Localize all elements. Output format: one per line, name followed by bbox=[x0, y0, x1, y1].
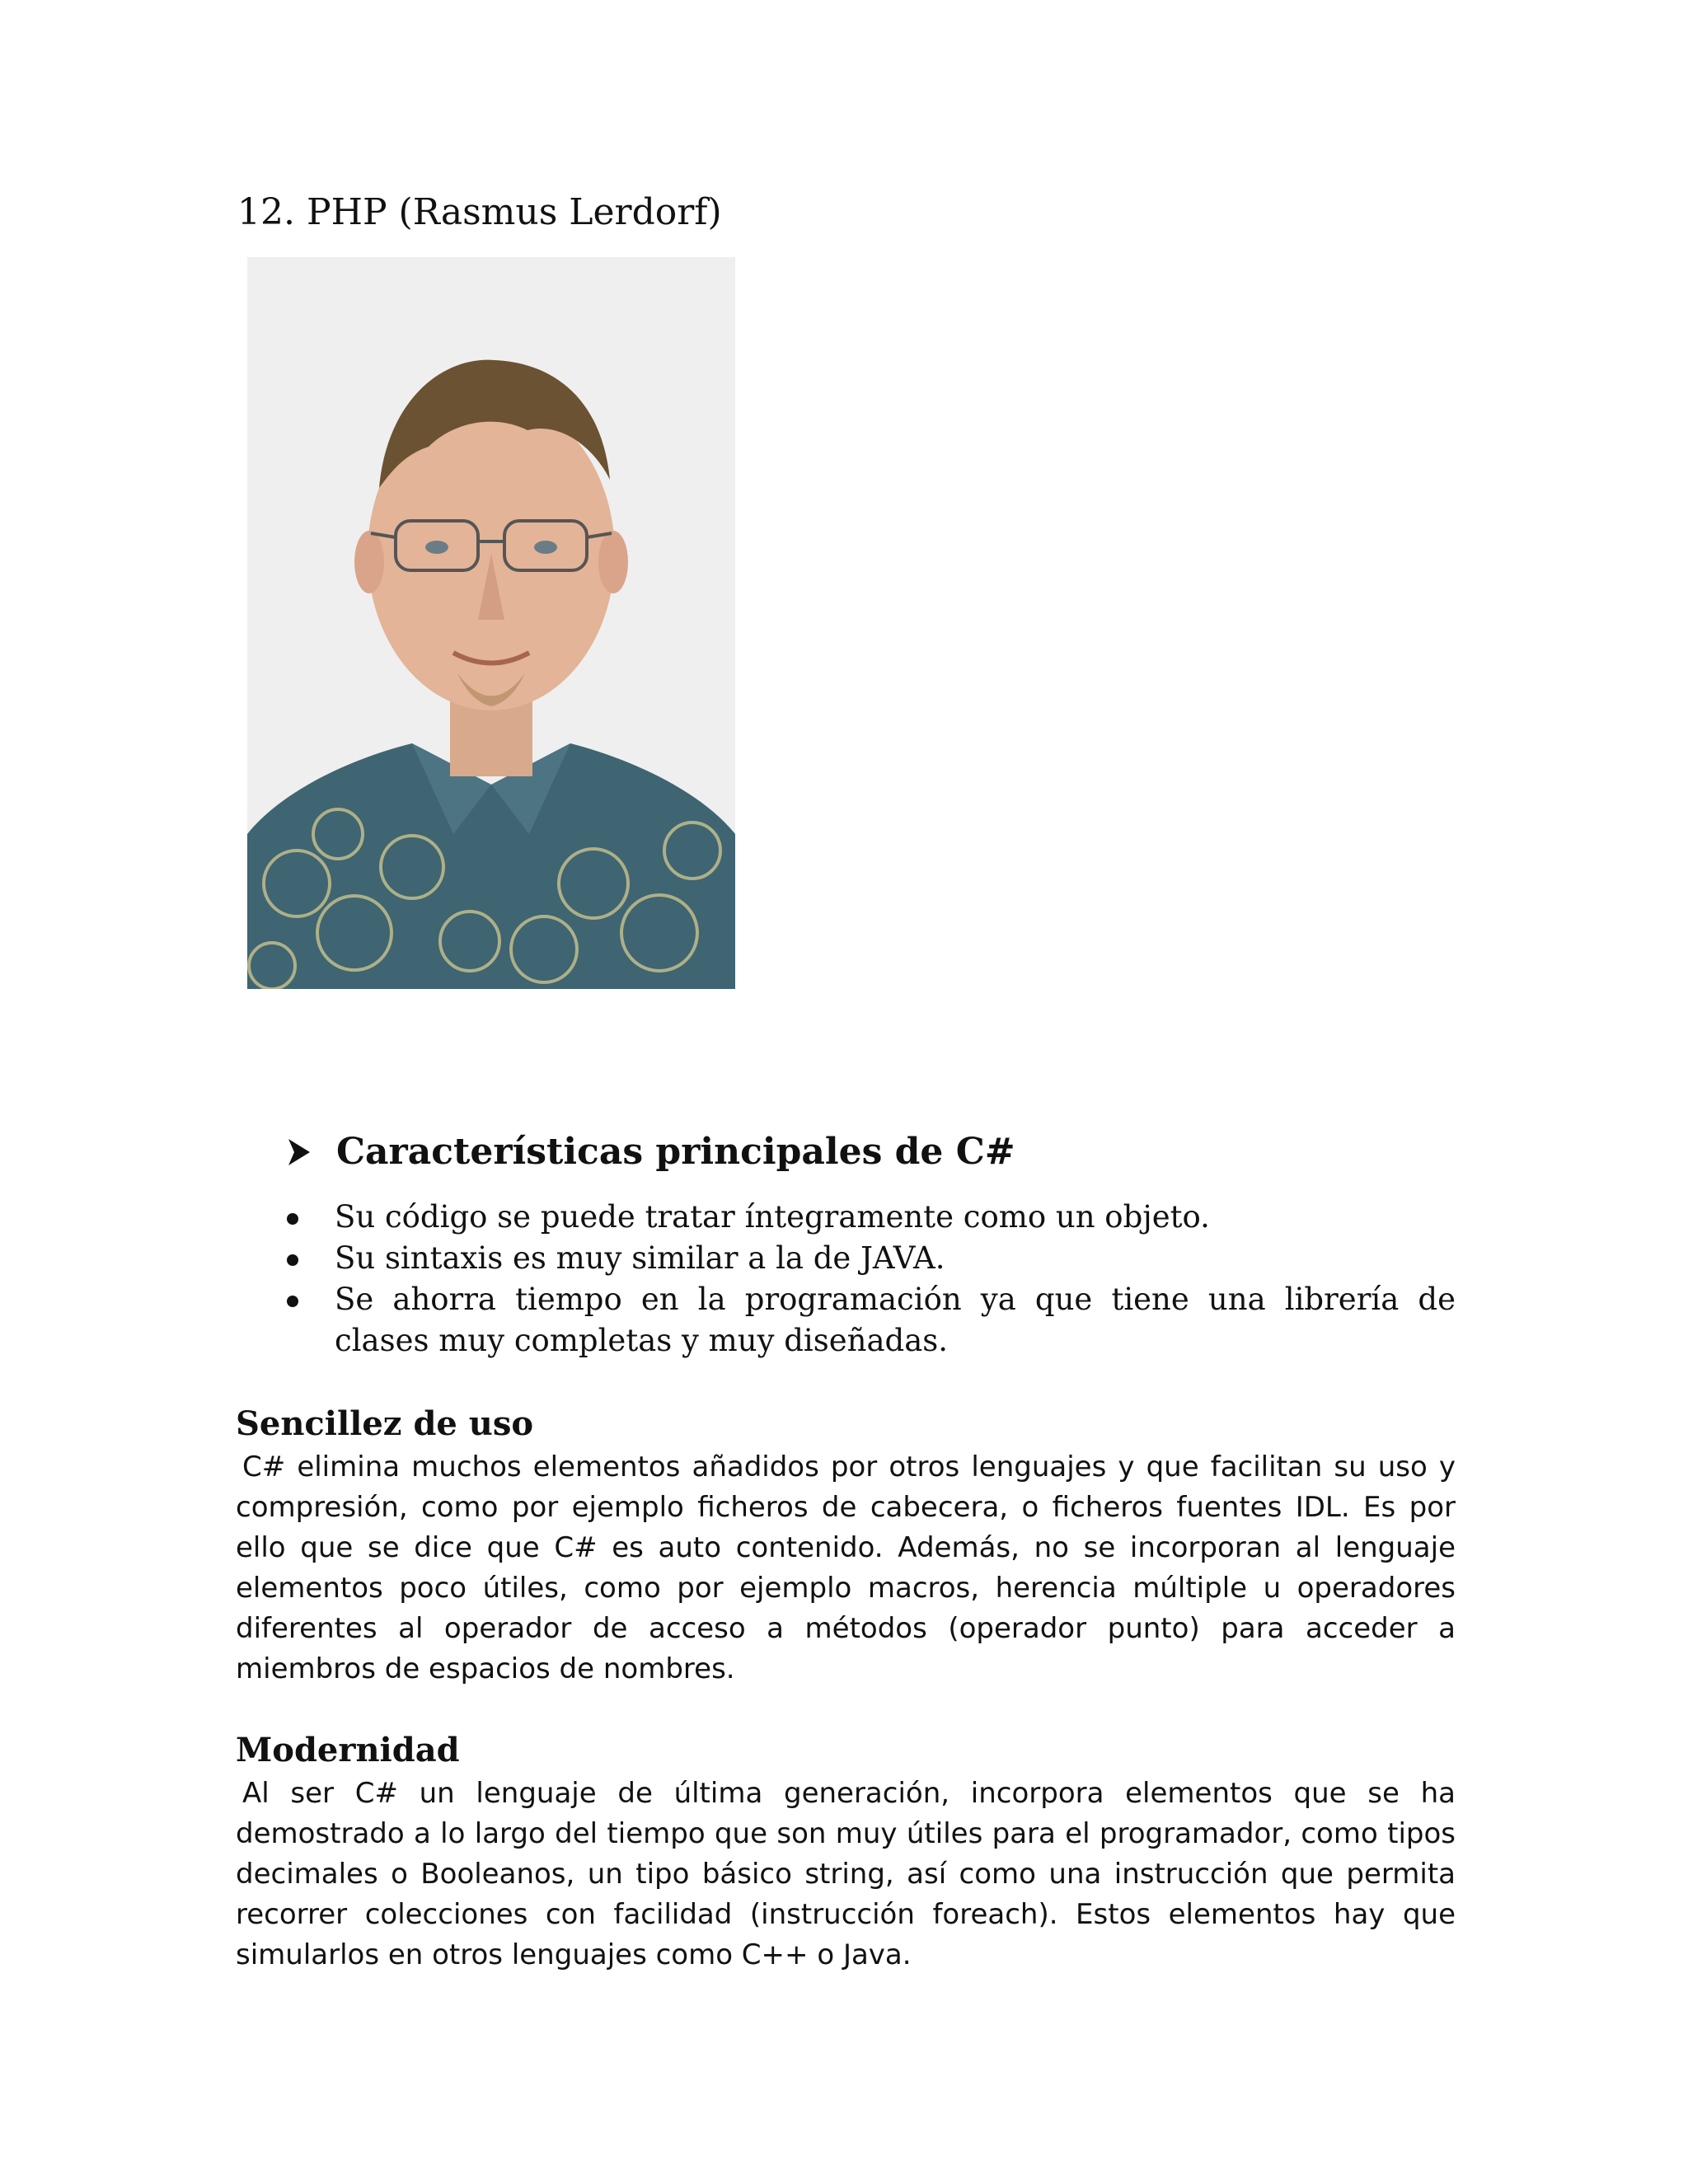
portrait-illustration bbox=[247, 257, 735, 989]
arrow-head-bullet-icon bbox=[287, 1137, 312, 1167]
filled-circle-bullet-icon bbox=[287, 1254, 298, 1266]
features-list bbox=[280, 1197, 1456, 1361]
filled-circle-bullet-icon bbox=[287, 1296, 298, 1307]
page-heading: 12. PHP (Rasmus Lerdorf) bbox=[237, 191, 722, 233]
list-item bbox=[280, 1197, 1456, 1238]
list-item-text: Se ahorra tiempo en la programación ya que tiene una librería de clases muy completas y muy diseñadas. bbox=[335, 1282, 1456, 1358]
section-title-row bbox=[287, 1131, 1015, 1173]
subheading-modernidad: Modernidad bbox=[236, 1731, 460, 1769]
section-title: Características principales de C# bbox=[336, 1131, 1015, 1173]
subheading-sencillez: Sencillez de uso bbox=[236, 1404, 534, 1443]
list-item-text: Su sintaxis es muy similar a la de JAVA. bbox=[335, 1240, 945, 1276]
list-item bbox=[280, 1238, 1456, 1279]
list-item-text: Su código se puede tratar íntegramente como un objeto. bbox=[335, 1199, 1210, 1235]
portrait-photo bbox=[247, 257, 735, 989]
list-item bbox=[280, 1279, 1456, 1361]
paragraph-modernidad: Al ser C# un lenguaje de última generación, incorpora elementos que se ha demostrado a lo largo del tiempo que son muy útiles para el programador, como tipos decimales o Booleanos, un tipo básico string, así como una instrucción que permita recorrer colecciones con facilidad (instrucción foreach). Estos elementos hay que simularlos en otros lenguajes como C++ o Java. bbox=[236, 1777, 1456, 1971]
paragraph-sencillez: C# elimina muchos elementos añadidos por otros lenguajes y que facilitan su uso y compresión, como por ejemplo ficheros de cabecera, o ficheros fuentes IDL. Es por ello que se dice que C# es auto contenido. Además, no se incorporan al lenguaje elementos poco útiles, como por ejemplo macros, herencia múltiple u operadores diferentes al operador de acceso a métodos (operador punto) para acceder a miembros de espacios de nombres. bbox=[236, 1451, 1456, 1685]
filled-circle-bullet-icon bbox=[287, 1213, 298, 1225]
